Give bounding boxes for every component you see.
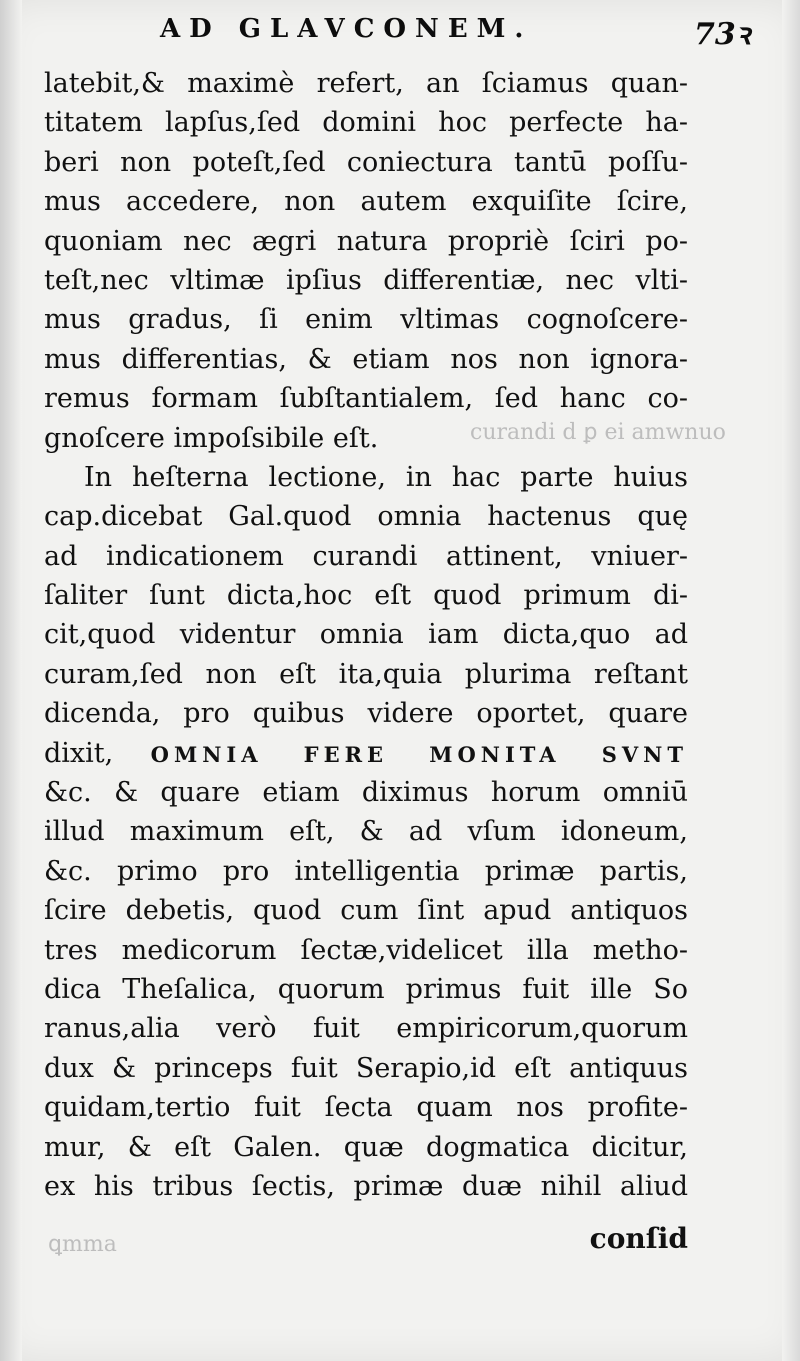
text-line: mus accedere, non autem exquiſite ſcire, <box>44 186 688 218</box>
text-line: latebit,& maximè refert, an ſciamus quan- <box>44 68 688 99</box>
small-caps-quote: OMNIA FERE MONITA SVNT <box>150 741 688 767</box>
text-line: curam,ſed non eſt ita,quia plurima reſtant <box>44 658 688 690</box>
paragraph-2 <box>44 458 688 1206</box>
folio-number <box>694 12 750 53</box>
text-line: ſcire debetis, quod cum ſint apud antiquos <box>44 895 688 927</box>
text-line: teſt,nec vltimæ ipſius differentiæ, nec vlti- <box>44 264 688 296</box>
text-line: gnoſcere impoſsibile eſt. <box>44 422 379 454</box>
text-line: quoniam nec ægri natura propriè ſciri po- <box>44 225 688 257</box>
text-line: titatem lapſus,ſed domini hoc perfecte ha- <box>44 107 688 139</box>
text-line: dica Theſalica, quorum primus fuit ille So <box>44 973 688 1005</box>
text-line: ſaliter ſunt dicta,hoc eſt quod primum di- <box>44 580 688 612</box>
text-line: quidam,tertio fuit ſecta quam nos profite- <box>44 1092 688 1124</box>
text-line: cit,quod videntur omnia iam dicta,quo ad <box>44 619 688 651</box>
show-through-text: curandi d ꝑ ei amwnuo <box>470 420 726 445</box>
text-line: &c. primo pro intelligentia primæ partis, <box>44 855 688 887</box>
text-line: remus formam ſubſtantialem, ſed hanc co- <box>44 383 688 415</box>
text-line: ad indicationem curandi attinent, vniuer- <box>44 540 688 572</box>
folio-digits: 73 <box>694 17 736 52</box>
body-text <box>44 64 688 1206</box>
running-head: AD GLAVCONEM. <box>160 14 533 44</box>
text-line: illud maximum eſt, & ad vſum idoneum, <box>44 816 688 848</box>
text-line: mur, & eſt Galen. quæ dogmatica dicitur, <box>44 1131 688 1163</box>
show-through-text-bottom: ꝗmma <box>48 1232 117 1257</box>
text-line: ex his tribus ſectis, primæ duæ nihil aliud <box>44 1170 688 1202</box>
page-gutter-shadow <box>0 0 22 1361</box>
folio-mark: ꝛ <box>735 17 750 52</box>
text-line: cap.dicebat Gal.quod omnia hactenus quę <box>44 501 688 533</box>
page-edge-shadow <box>782 0 800 1361</box>
text-line: dicenda, pro quibus videre oportet, quare <box>44 698 688 730</box>
text-line: ranus,alia verò fuit empiricorum,quorum <box>44 1013 688 1045</box>
lead-text: dixit, <box>44 737 114 769</box>
text-line: dux & princeps fuit Serapio,id eſt antiquus <box>44 1052 688 1084</box>
text-line: mus gradus, ſi enim vltimas cognoſcere- <box>44 304 688 336</box>
text-line: mus differentias, & etiam nos non ignora- <box>44 343 688 375</box>
page-header <box>150 14 750 54</box>
text-line: In heſterna lectione, in hac parte huius <box>84 461 688 493</box>
text-line-with-small-caps <box>44 734 688 773</box>
text-line: tres medicorum ſectæ,videlicet illa metho- <box>44 934 688 966</box>
text-line: beri non poteſt,ſed coniectura tantū poſſu- <box>44 146 688 178</box>
text-line: &c. & quare etiam diximus horum omniū <box>44 777 688 809</box>
catchword: conſid <box>589 1222 688 1255</box>
paragraph-1 <box>44 64 688 458</box>
